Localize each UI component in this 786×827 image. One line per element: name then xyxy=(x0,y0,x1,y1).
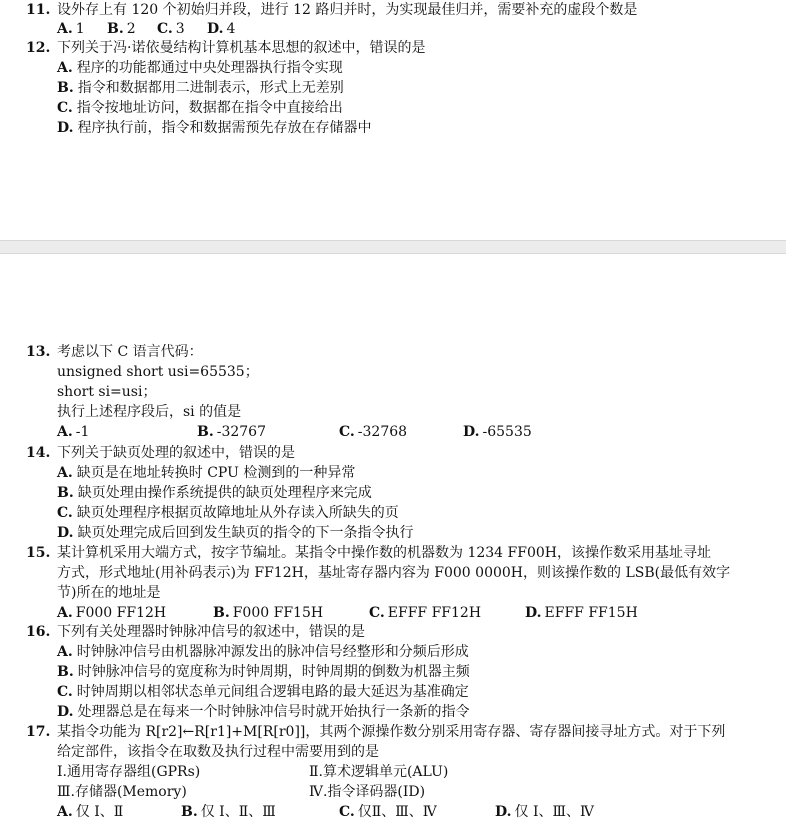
option-d: D. 缺页处理完成后回到发生缺页的指令的下一条指令执行 xyxy=(57,525,414,541)
item-1: I.通用寄存器组(GPRs) xyxy=(57,764,201,780)
item-3: Ⅲ.存储器(Memory) xyxy=(57,784,187,800)
option-b: B. 2 xyxy=(107,21,136,37)
question-prompt: 执行上述程序段后，si 的值是 xyxy=(57,404,242,420)
option-b: B. 缺页处理由操作系统提供的缺页处理程序来完成 xyxy=(57,485,372,501)
option-a: A. 程序的功能都通过中央处理器执行指令实现 xyxy=(57,60,343,76)
option-b: B. 指令和数据都用二进制表示，形式上无差别 xyxy=(57,80,344,96)
question-stem: 设外存上有 120 个初始归并段，进行 12 路归并时，为实现最佳归并，需要补充的虚段个数是 xyxy=(57,2,638,18)
option-a: A. 缺页是在地址转换时 CPU 检测到的一种异常 xyxy=(57,465,356,481)
question-number: 16. xyxy=(26,624,51,640)
question-number: 14. xyxy=(26,445,51,461)
code-line: unsigned short usi=65535； xyxy=(57,364,259,380)
option-c: C. 3 xyxy=(157,21,185,37)
question-number: 15. xyxy=(26,545,51,561)
question-number: 12. xyxy=(26,40,51,56)
code-line: short si=usi； xyxy=(57,384,157,400)
option-d: D. -65535 xyxy=(463,424,532,440)
question-stem: 给定部件，该指令在取数及执行过程中需要用到的是 xyxy=(57,744,379,760)
question-stem: 某指令功能为 R[r2]←R[r1]+M[R[r0]]，其两个源操作数分别采用寄存器、寄存器间接寻址方式。对于下列 xyxy=(57,724,726,740)
option-c: C. -32768 xyxy=(339,424,408,440)
question-stem: 考虑以下 C 语言代码： xyxy=(57,344,203,360)
option-a: A. 仅 I、Ⅱ xyxy=(57,804,124,820)
item-2: Ⅱ.算术逻辑单元(ALU) xyxy=(309,764,449,780)
item-4: Ⅳ.指令译码器(ID) xyxy=(309,784,426,800)
question-number: 17. xyxy=(26,724,51,740)
page-separator xyxy=(0,240,786,254)
question-stem: 下列关于冯·诺依曼结构计算机基本思想的叙述中，错误的是 xyxy=(57,40,426,56)
option-a: A. 1 xyxy=(57,21,85,37)
question-stem: 某计算机采用大端方式，按字节编址。某指令中操作数的机器数为 1234 FF00H，该操作数采用基址寻址 xyxy=(57,545,711,561)
option-d: D. 仅 I、Ⅲ、Ⅳ xyxy=(495,804,594,820)
option-a: A. 时钟脉冲信号由机器脉冲源发出的脉冲信号经整形和分频后形成 xyxy=(57,644,469,660)
option-b: B. 时钟脉冲信号的宽度称为时钟周期，时钟周期的倒数为机器主频 xyxy=(57,664,470,680)
option-b: B. F000 FF15H xyxy=(213,605,324,621)
option-c: C. 仅Ⅱ、Ⅲ、Ⅳ xyxy=(339,804,437,820)
option-b: B. -32767 xyxy=(197,424,266,440)
option-d: D. 处理器总是在每来一个时钟脉冲信号时就开始执行一条新的指令 xyxy=(57,704,470,720)
question-stem: 方式，形式地址(用补码表示)为 FF12H，基址寄存器内容为 F000 0000H，则该操作数的 LSB(最低有效字 xyxy=(57,565,731,581)
page-bottom xyxy=(0,254,786,827)
option-a: A. F000 FF12H xyxy=(57,605,167,621)
option-b: B. 仅 I、Ⅱ、Ⅲ xyxy=(181,804,276,820)
option-c: C. 时钟周期以相邻状态单元间组合逻辑电路的最大延迟为基准确定 xyxy=(57,684,469,700)
question-stem: 节)所在的地址是 xyxy=(57,585,161,601)
option-c: C. 缺页处理程序根据页故障地址从外存读入所缺失的页 xyxy=(57,505,399,521)
page-top xyxy=(0,0,786,240)
question-stem: 下列有关处理器时钟脉冲信号的叙述中，错误的是 xyxy=(57,624,365,640)
option-a: A. -1 xyxy=(57,424,90,440)
option-d: D. EFFF FF15H xyxy=(525,605,638,621)
option-d: D. 程序执行前，指令和数据需预先存放在存储器中 xyxy=(57,120,372,136)
question-number: 11. xyxy=(26,2,51,18)
option-d: D. 4 xyxy=(207,21,236,37)
option-c: C. EFFF FF12H xyxy=(369,605,482,621)
question-stem: 下列关于缺页处理的叙述中，错误的是 xyxy=(57,445,295,461)
question-number: 13. xyxy=(26,344,51,360)
option-c: C. 指令按地址访问，数据都在指令中直接给出 xyxy=(57,100,343,116)
